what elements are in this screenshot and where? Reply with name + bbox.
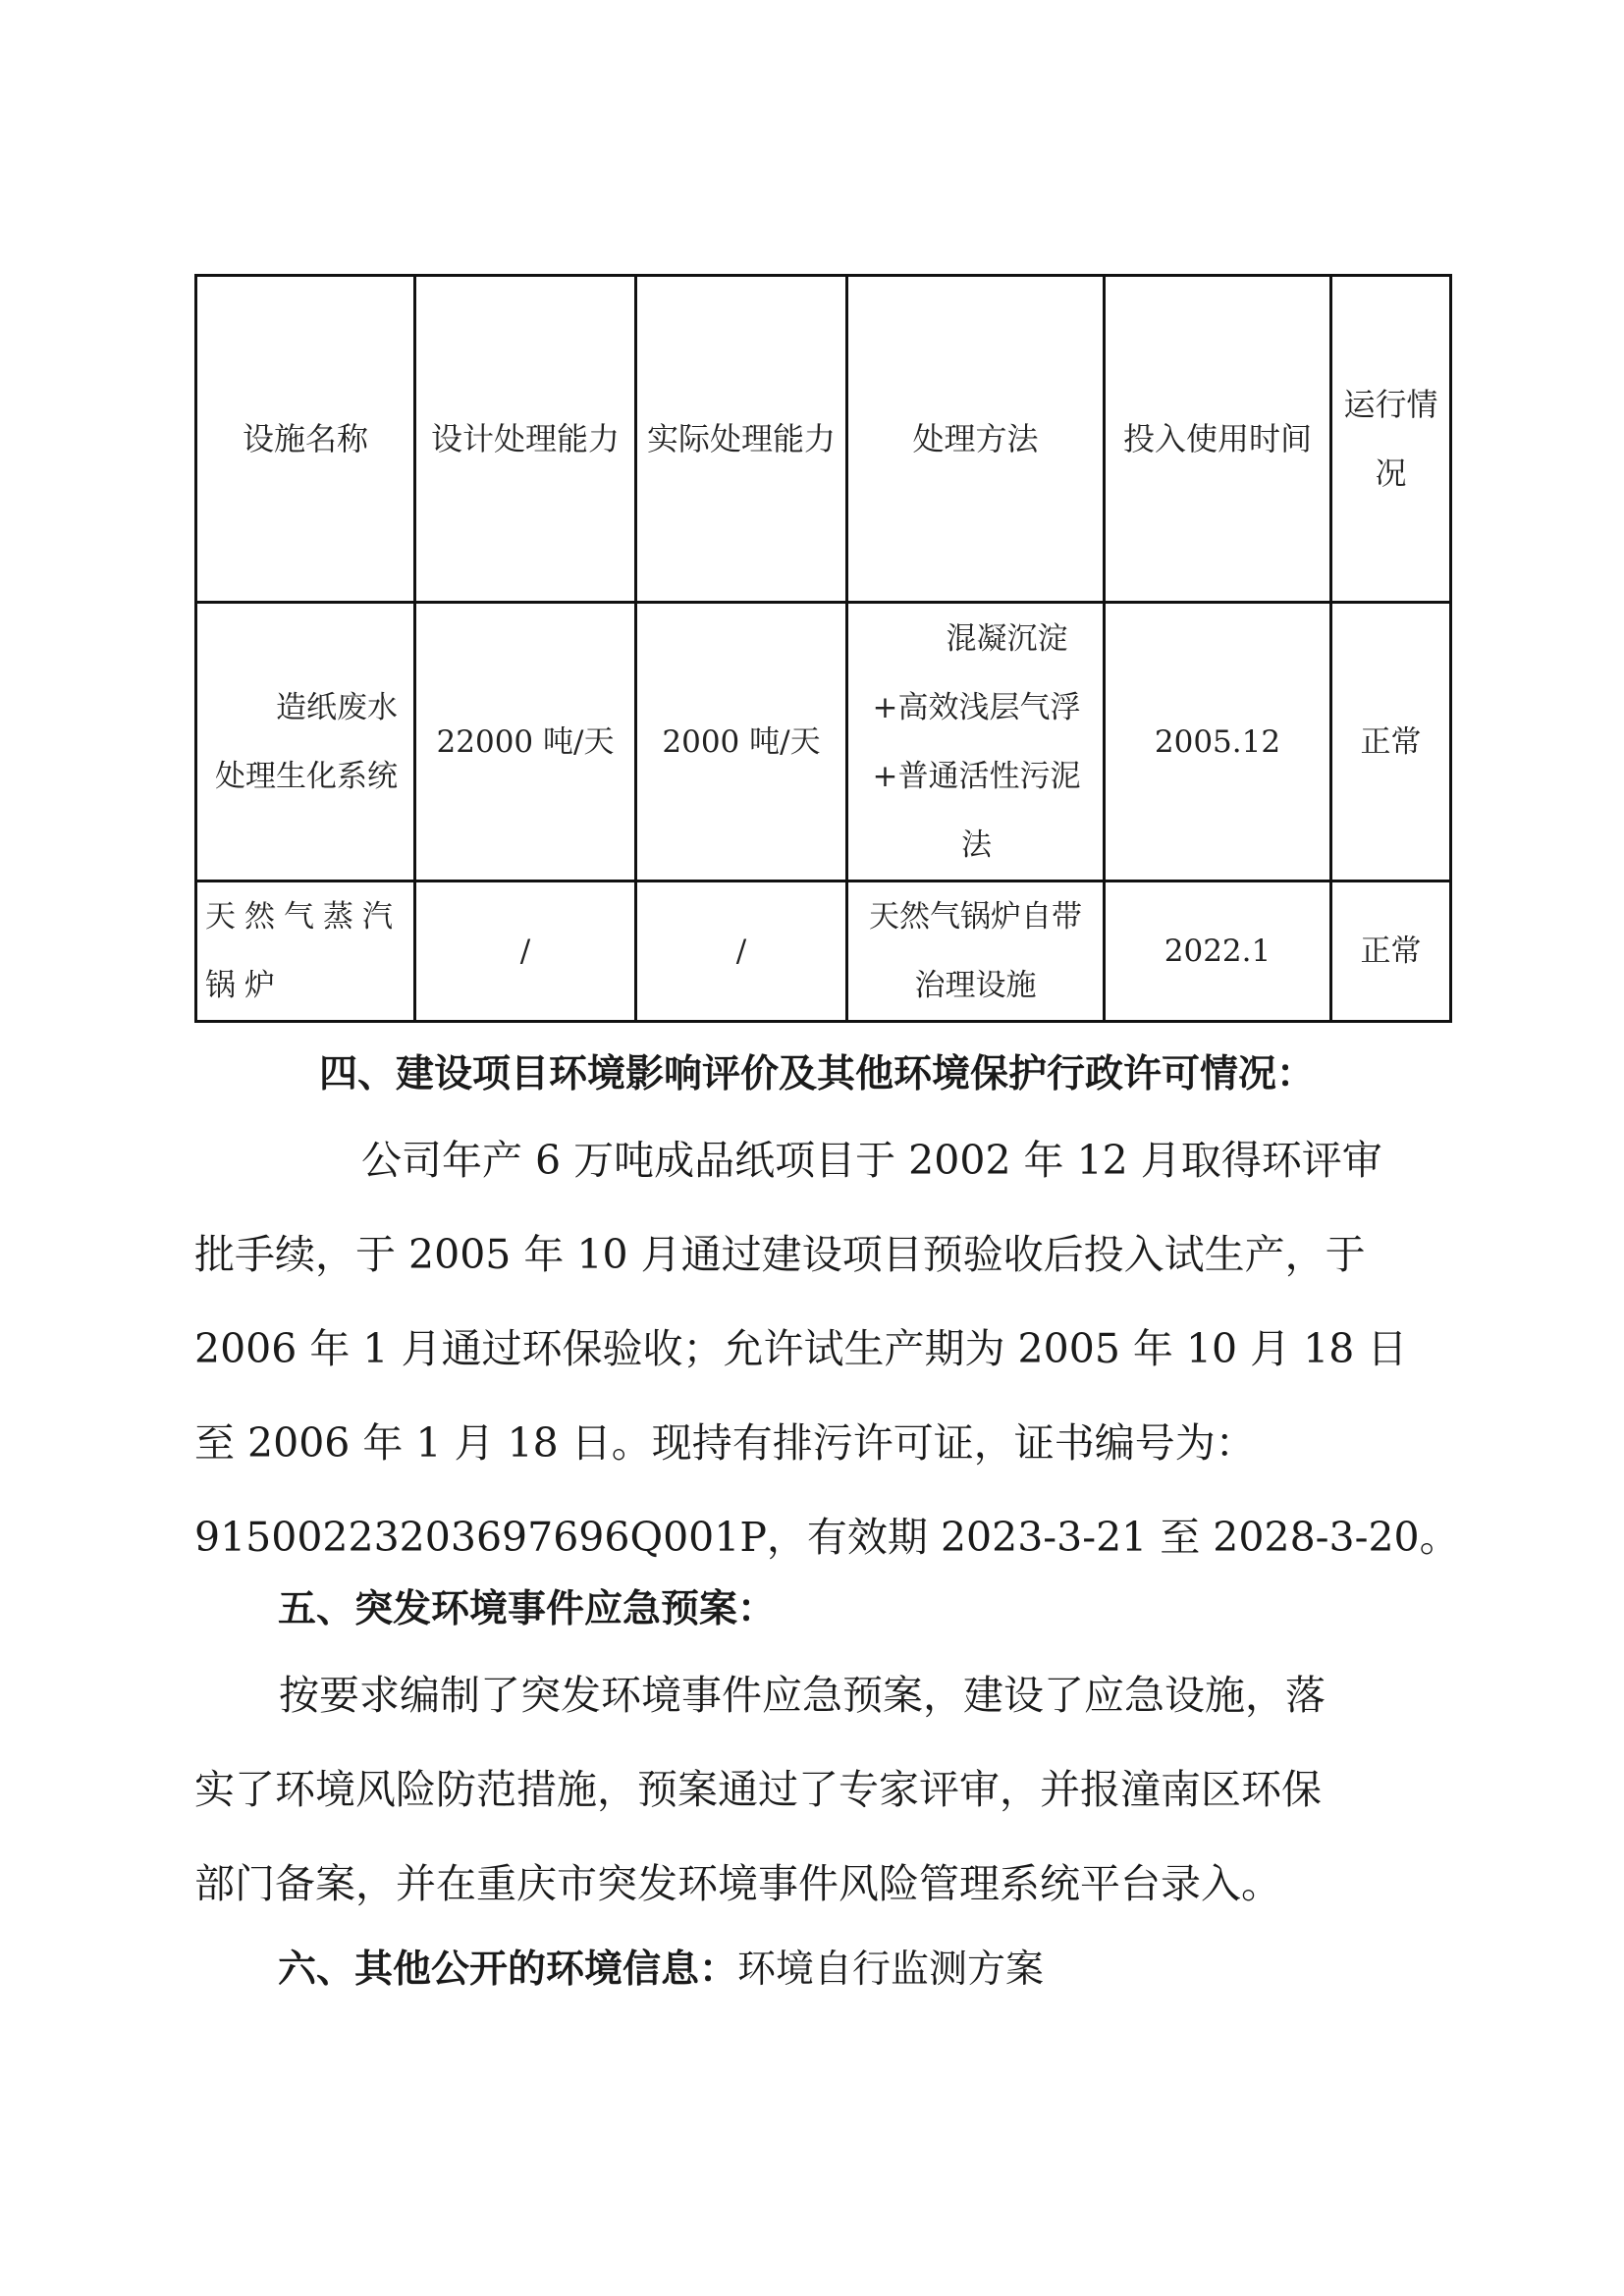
header-status: 运行情况 [1331, 276, 1451, 603]
cell-start-date: 2022.1 [1105, 881, 1331, 1022]
cell-status: 正常 [1331, 881, 1451, 1022]
section6-heading-label: 六、其他公开的环境信息： [278, 1948, 738, 1992]
cell-method: 天然气锅炉自带治理设施 [847, 881, 1105, 1022]
header-method: 处理方法 [847, 276, 1105, 603]
section4-line: 批手续，于 2005 年 10 月通过建设项目预验收后投入试生产，于 [194, 1231, 1366, 1278]
cell-actual-capacity: / [636, 881, 847, 1022]
section6-heading [278, 1939, 1044, 1994]
section5-heading: 五、突发环境事件应急预案： [278, 1587, 777, 1631]
table-header-row [196, 276, 1451, 603]
table-row [196, 881, 1451, 1022]
header-start-date: 投入使用时间 [1105, 276, 1331, 603]
section6-heading-tail: 环境自行监测方案 [737, 1948, 1045, 1992]
section4-line: 91500223203697696Q001P，有效期 2023-3-21 至 2028-3-20。 [194, 1514, 1460, 1561]
cell-facility-name: 造纸废水处理生化系统 [196, 603, 415, 881]
header-actual-capacity: 实际处理能力 [636, 276, 847, 603]
section4-body [194, 1113, 1460, 1584]
cell-method: 混凝沉淀+高效浅层气浮+普通活性污泥法 [847, 603, 1105, 881]
section4-line: 2006 年 1 月通过环保验收；允许试生产期为 2005 年 10 月 18 日 [194, 1325, 1408, 1372]
section4-line: 至 2006 年 1 月 18 日。现持有排污许可证，证书编号为： [194, 1419, 1256, 1467]
cell-status: 正常 [1331, 603, 1451, 881]
section4-heading: 四、建设项目环境影响评价及其他环境保护行政许可情况： [319, 1052, 1316, 1096]
facilities-table [194, 274, 1452, 1023]
header-design-capacity: 设计处理能力 [415, 276, 636, 603]
cell-start-date: 2005.12 [1105, 603, 1331, 881]
cell-facility-name: 天然气蒸汽锅炉 [196, 881, 415, 1022]
section5-body [194, 1648, 1451, 1931]
section5-line: 实了环境风险防范措施，预案通过了专家评审，并报潼南区环保 [194, 1766, 1322, 1813]
cell-design-capacity: / [415, 881, 636, 1022]
table-row [196, 603, 1451, 881]
section5-line: 按要求编制了突发环境事件应急预案，建设了应急设施，落 [279, 1672, 1326, 1719]
header-facility-name: 设施名称 [196, 276, 415, 603]
cell-design-capacity: 22000 吨/天 [415, 603, 636, 881]
section5-line: 部门备案，并在重庆市突发环境事件风险管理系统平台录入。 [194, 1860, 1281, 1907]
section4-line: 公司年产 6 万吨成品纸项目于 2002 年 12 月取得环评审 [361, 1137, 1382, 1184]
cell-actual-capacity: 2000 吨/天 [636, 603, 847, 881]
